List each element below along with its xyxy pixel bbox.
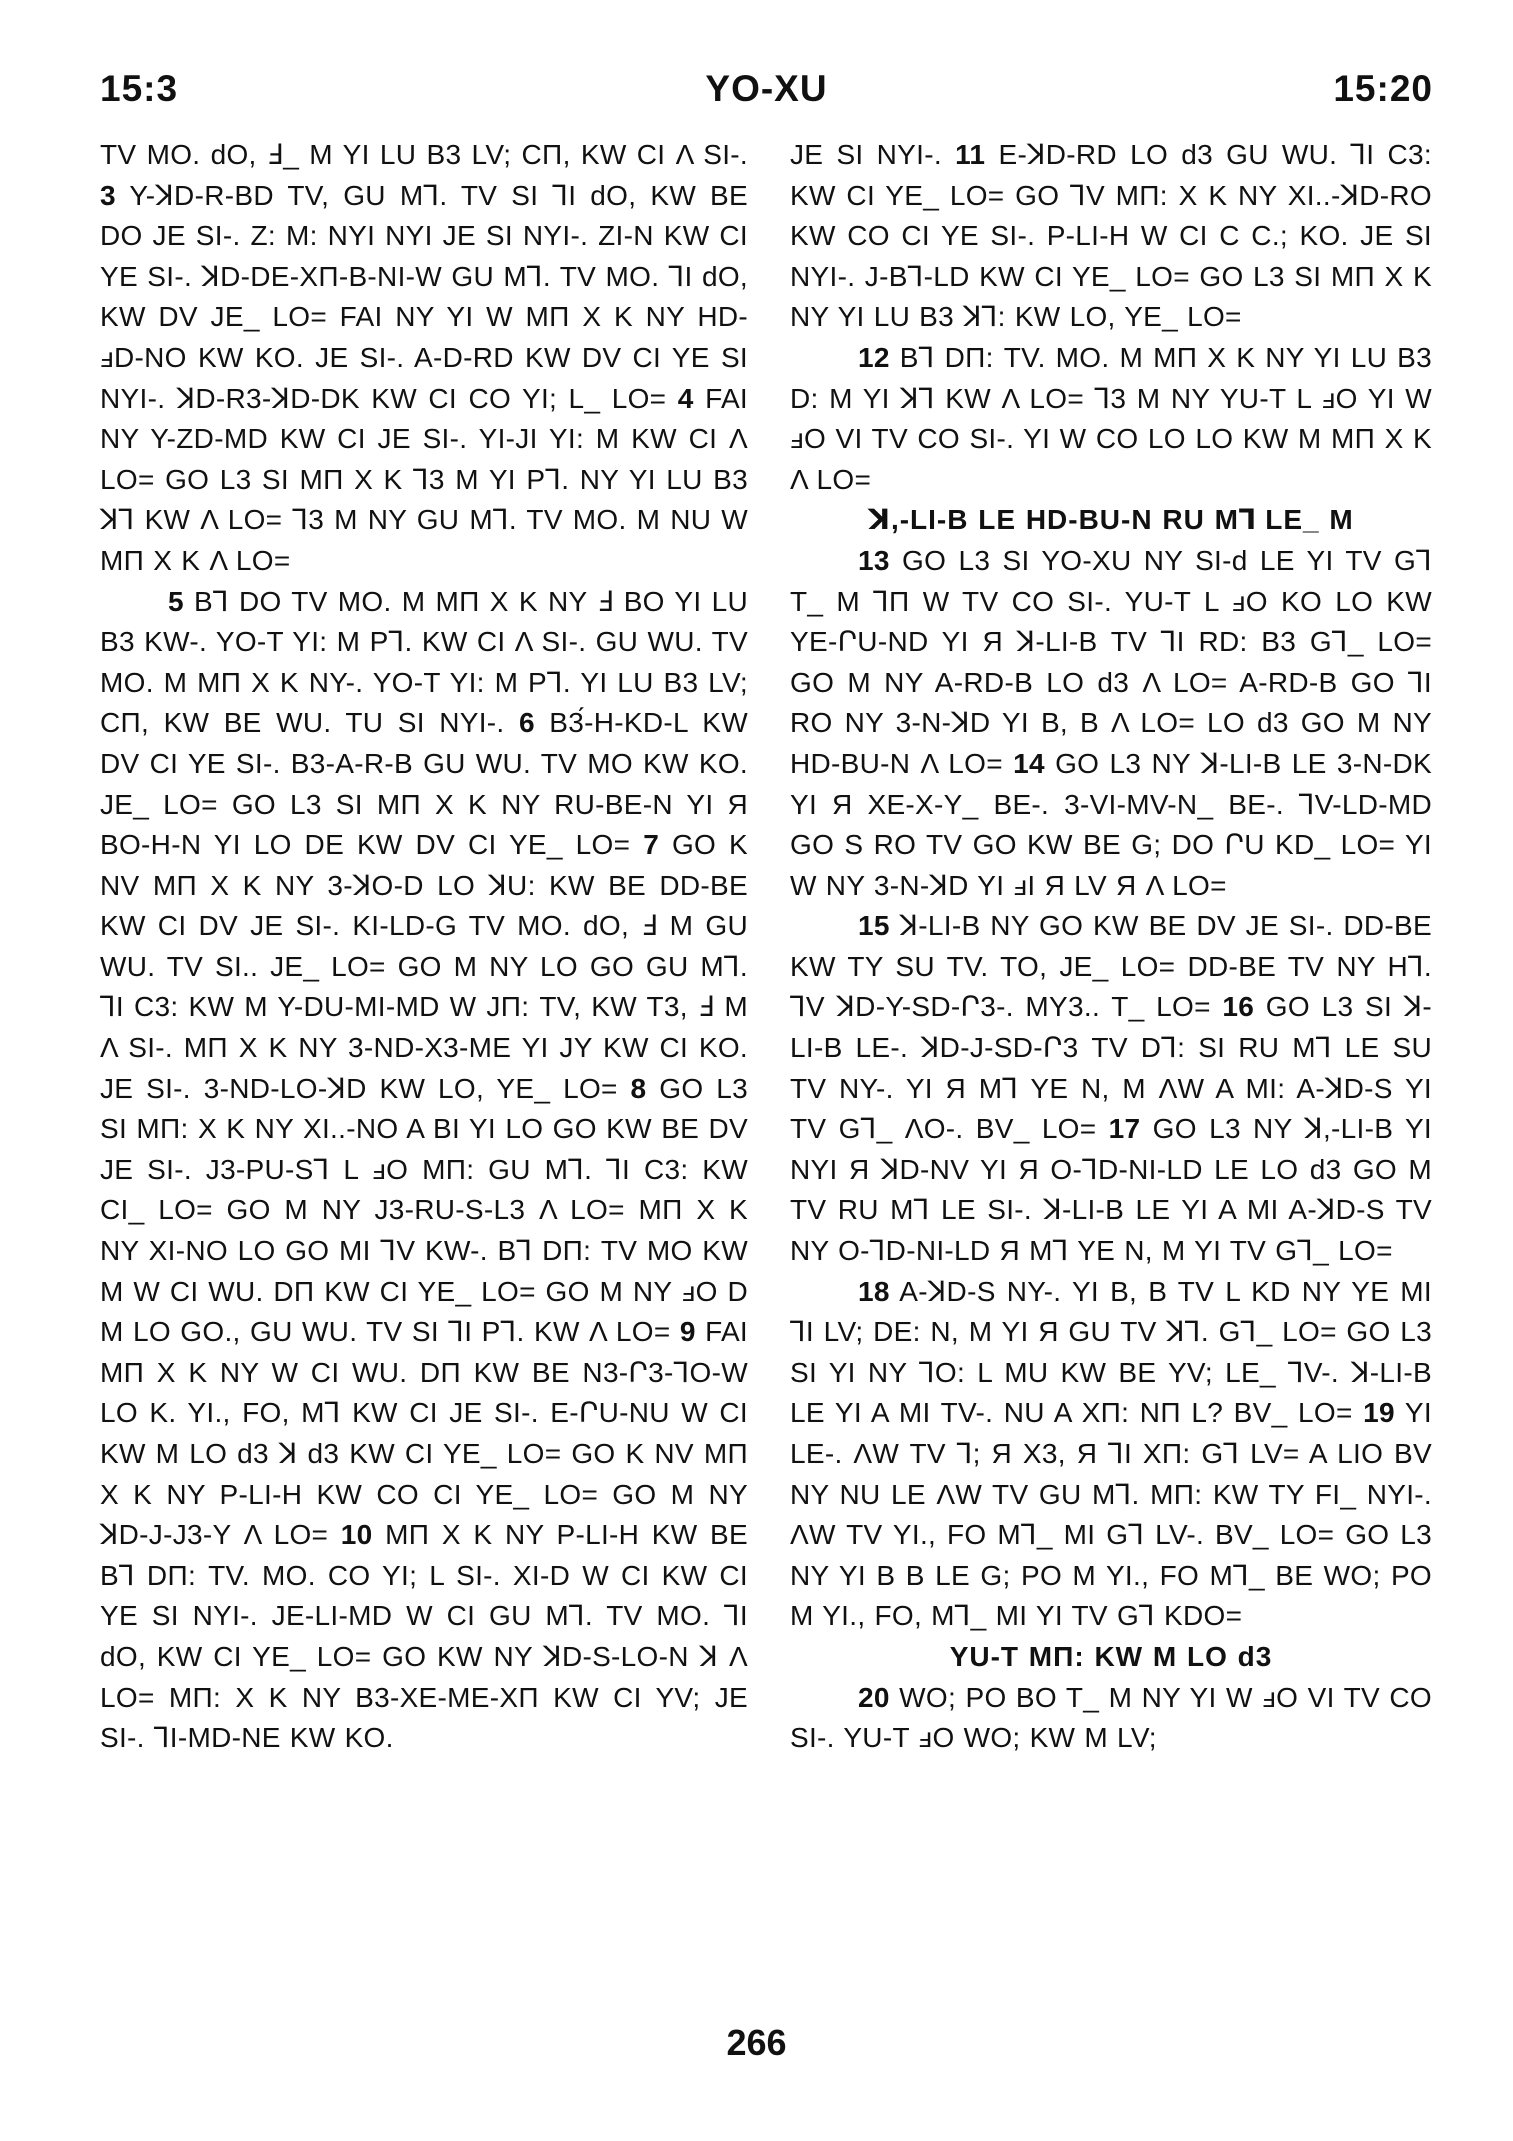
verse-number: 5 — [168, 585, 184, 617]
verse-text: TV MO. dO, Ⅎ_ M YI LU B3 LV; CΠ, KW CI Λ SI-. — [100, 139, 748, 170]
paragraph — [790, 135, 1432, 338]
verse-number: 13 — [858, 544, 890, 576]
verse-number: 15 — [858, 910, 890, 942]
verse-number: 12 — [858, 341, 890, 373]
verse-number: 3 — [100, 179, 116, 211]
paragraph — [100, 582, 748, 1759]
verse-number: 8 — [630, 1072, 647, 1104]
header-left-reference: 15:3 — [100, 68, 179, 109]
left-text-column — [100, 135, 748, 1759]
verse-text: ꓘ-LI-B NY GO KW BE DV JE SI-. DD-BE KW TY SU TV. TO, JE_ LO= DD-BE TV NY H⅂. ⅂V ꓘD-Y-SD-Ր3-. MY3.. T_ LO= — [790, 910, 1432, 1023]
right-text-column — [790, 135, 1432, 1759]
paragraph — [790, 1272, 1432, 1637]
verse-text: FAI MΠ X K NY W CI WU. DΠ KW BE N3-Ր3-⅂O-W LO K. YI., FO, M⅂ KW CI JE SI-. E-ՐU-NU W CI KW M LO d3 ꓘ d3 KW CI YE_ LO= GO K NV MΠ X K NY P-LI-H KW CO CI YE_ LO= GO M NY ꓘD-J-J3-Y Λ LO= — [100, 1316, 748, 1551]
verse-text: YI LE-. ΛW TV ⅂; Я X3, Я ⅂I XΠ: G⅂ LV= A LIO BV NY NU LE ΛW TV GU M⅂. MΠ: KW TY FI_ NYI-. ΛW TV YI., FO M⅂_ MI G⅂ LV-. BV_ LO= GO L3 NY YI B B LE G; PO M YI., FO M⅂_ BE WO; PO M YI., FO, M⅂_ MI YI TV G⅂ KDO= — [790, 1397, 1432, 1632]
verse-text: GO L3 SI ꓘ-LI-B LE-. ꓘD-J-SD-Ր3 TV D⅂: SI RU M⅂ LE SU TV NY-. YI Я M⅂ YE N, M ΛW A MI: A-ꓘD-S YI TV G⅂_ ΛO-. BV_ LO= — [790, 991, 1433, 1145]
verse-text: Y-ꓘD-R-BD TV, GU M⅂. TV SI ⅂I dO, KW BE DO JE SI-. Z: M: NYI NYI JE SI NYI-. ZI-N KW CI YE SI-. ꓘD-DE-XΠ-B-NI-W GU M⅂. TV MO. ⅂I dO, KW DV JE_ LO= FAI NY YI W MΠ X K NY HD-ⅎD-NO KW KO. JE SI-. A-D-RD KW DV CI YE SI NYI-. ꓘD-R3-ꓘD-DK KW CI CO YI; L_ LO= — [100, 179, 748, 414]
verse-number: 14 — [1013, 747, 1045, 779]
verse-number: 4 — [677, 382, 694, 414]
verse-text: B⅂ DO TV MO. M MΠ X K NY Ⅎ BO YI LU B3 KW-. YO-T YI: M P⅂. KW CI Λ SI-. GU WU. TV MO. M MΠ X K NY-. YO-T YI: M P⅂. YI LU B3 LV; CΠ, KW BE WU. TU SI NYI-. — [100, 585, 748, 739]
paragraph — [790, 541, 1432, 906]
section-heading: YU-T MΠ: KW M LO d3 — [949, 1640, 1273, 1672]
verse-text: GO K NV MΠ X K NY 3-ꓘO-D LO ꓘU: KW BE DD-BE KW CI DV JE SI-. KI-LD-G TV MO. dO, Ⅎ M GU WU. TV SI.. JE_ LO= GO M NY LO GO GU M⅂. ⅂I C3: KW M Y-DU-MI-MD W JΠ: TV, KW T3, Ⅎ M Λ SI-. MΠ X K NY 3-ND-X3-ME YI JY KW CI KO. JE SI-. 3-ND-LO-ꓘD KW LO, YE_ LO= — [100, 829, 749, 1104]
page-header — [100, 68, 1433, 118]
verse-number: 6 — [518, 707, 535, 739]
book-title: YO-XU — [705, 68, 828, 109]
paragraph — [790, 1678, 1432, 1759]
verse-number: 11 — [955, 139, 986, 170]
verse-number: 19 — [1363, 1397, 1395, 1429]
header-right-reference: 15:20 — [1333, 68, 1433, 109]
verse-text: GO L3 SI YO-XU NY SI-d LE YI TV G⅂ T_ M ⅂Π W TV CO SI-. YU-T L ⅎO KO LO KW YE-ՐU-ND YI Я ꓘ-LI-B TV ⅂I RD: B3 G⅂_ LO= GO M NY A-RD-B LO d3 Λ LO= A-RD-B GO ⅂I RO NY 3-N-ꓘD YI B, B Λ LO= LO d3 GO M NY HD-BU-N Λ LO= — [790, 544, 1432, 779]
paragraph — [100, 135, 748, 582]
verse-text: B3́-H-KD-L KW DV CI YE SI-. B3-A-R-B GU WU. TV MO KW KO. JE_ LO= GO L3 SI MΠ X K NY RU-BE-N YI Я BO-H-N YI LO DE KW DV CI YE_ LO= — [100, 707, 748, 861]
verse-number: 10 — [340, 1519, 373, 1551]
verse-text: WO; PO BO T_ M NY YI W ⅎO VI TV CO SI-. YU-T ⅎO WO; KW M LV; — [790, 1681, 1432, 1754]
section-heading: ꓘ,-LI-B LE HD-BU-N RU M⅂ LE_ M — [868, 504, 1354, 536]
verse-number: 9 — [679, 1316, 696, 1348]
verse-text: A-ꓘD-S NY-. YI B, B TV L KD NY YE MI ⅂I LV; DE: N, M YI Я GU TV ꓘ⅂. G⅂_ LO= GO L3 SI YI NY ⅂O: L MU KW BE YV; LE_ ⅂V-. ꓘ-LI-B LE YI A MI TV-. NU A XΠ: NΠ L? BV_ LO= — [790, 1275, 1432, 1429]
verse-text: MΠ X K NY P-LI-H KW BE B⅂ DΠ: TV. MO. CO YI; L SI-. XI-D W CI KW CI YE SI NYI-. JE-LI-MD W CI GU M⅂. TV MO. ⅂I dO, KW CI YE_ LO= GO KW NY ꓘD-S-LO-N ꓘ Λ LO= MΠ: X K NY B3-XE-ME-XΠ KW CI YV; JE SI-. ⅂I-MD-NE KW KO. — [100, 1519, 749, 1754]
verse-text: E-ꓘD-RD LO d3 GU WU. ⅂I C3: KW CI YE_ LO= GO ⅂V MΠ: X K NY XI..-ꓘD-RO KW CO CI YE SI-. P-LI-H W CI C C.; KO. JE SI NYI-. J-B⅂-LD KW CI YE_ LO= GO L3 SI MΠ X K NY YI LU B3 ꓘ⅂: KW LO, YE_ LO= — [790, 139, 1432, 333]
verse-number: 17 — [1108, 1113, 1141, 1145]
page-number: 266 — [726, 2022, 787, 2063]
verse-number: 7 — [643, 829, 660, 861]
paragraph — [790, 338, 1432, 500]
verse-text: GO L3 NY ꓘ-LI-B LE 3-N-DK YI Я XE-X-Y_ BE-. 3-VI-MV-N_ BE-. ⅂V-LD-MD GO S RO TV GO KW BE G; DO ՐU KD_ LO= YI W NY 3-N-ꓘD YI ⅎI Я LV Я Λ LO= — [790, 747, 1432, 901]
verse-number: 16 — [1222, 991, 1255, 1023]
verse-number: 20 — [858, 1681, 890, 1713]
verse-text: GO L3 SI MΠ: X K NY XI..-NO A BI YI LO GO KW BE DV JE SI-. J3-PU-S⅂ L ⅎO MΠ: GU M⅂. ⅂I C3: KW CI_ LO= GO M NY J3-RU-S-L3 Λ LO= MΠ X K NY XI-NO LO GO MI ⅂V KW-. B⅂ DΠ: TV MO KW M W CI WU. DΠ KW CI YE_ LO= GO M NY ⅎO D M LO GO., GU WU. TV SI ⅂I P⅂. KW Λ LO= — [100, 1072, 748, 1348]
verse-text: JE SI NYI-. — [790, 139, 956, 170]
verse-text: GO L3 NY ꓘ,-LI-B YI NYI Я ꓘD-NV YI Я O-⅂D-NI-LD LE LO d3 GO M TV RU M⅂ LE SI-. ꓘ-LI-B LE YI A MI A-ꓘD-S TV NY O-⅂D-NI-LD Я M⅂ YE N, M YI TV G⅂_ LO= — [790, 1113, 1432, 1267]
paragraph — [790, 906, 1432, 1271]
verse-text: B⅂ DΠ: TV. MO. M MΠ X K NY YI LU B3 D: M YI ꓘ⅂ KW Λ LO= ⅂3 M NY YU-T L ⅎO YI W ⅎO VI TV CO SI-. YI W CO LO LO KW M MΠ X K Λ LO= — [790, 341, 1432, 495]
verse-number: 18 — [858, 1275, 890, 1307]
verse-text: FAI NY Y-ZD-MD KW CI JE SI-. YI-JI YI: M KW CI Λ LO= GO L3 SI MΠ X K ⅂3 M YI P⅂. NY YI LU B3 ꓘ⅂ KW Λ LO= ⅂3 M NY GU M⅂. TV MO. M NU W MΠ X K Λ LO= — [100, 382, 749, 576]
